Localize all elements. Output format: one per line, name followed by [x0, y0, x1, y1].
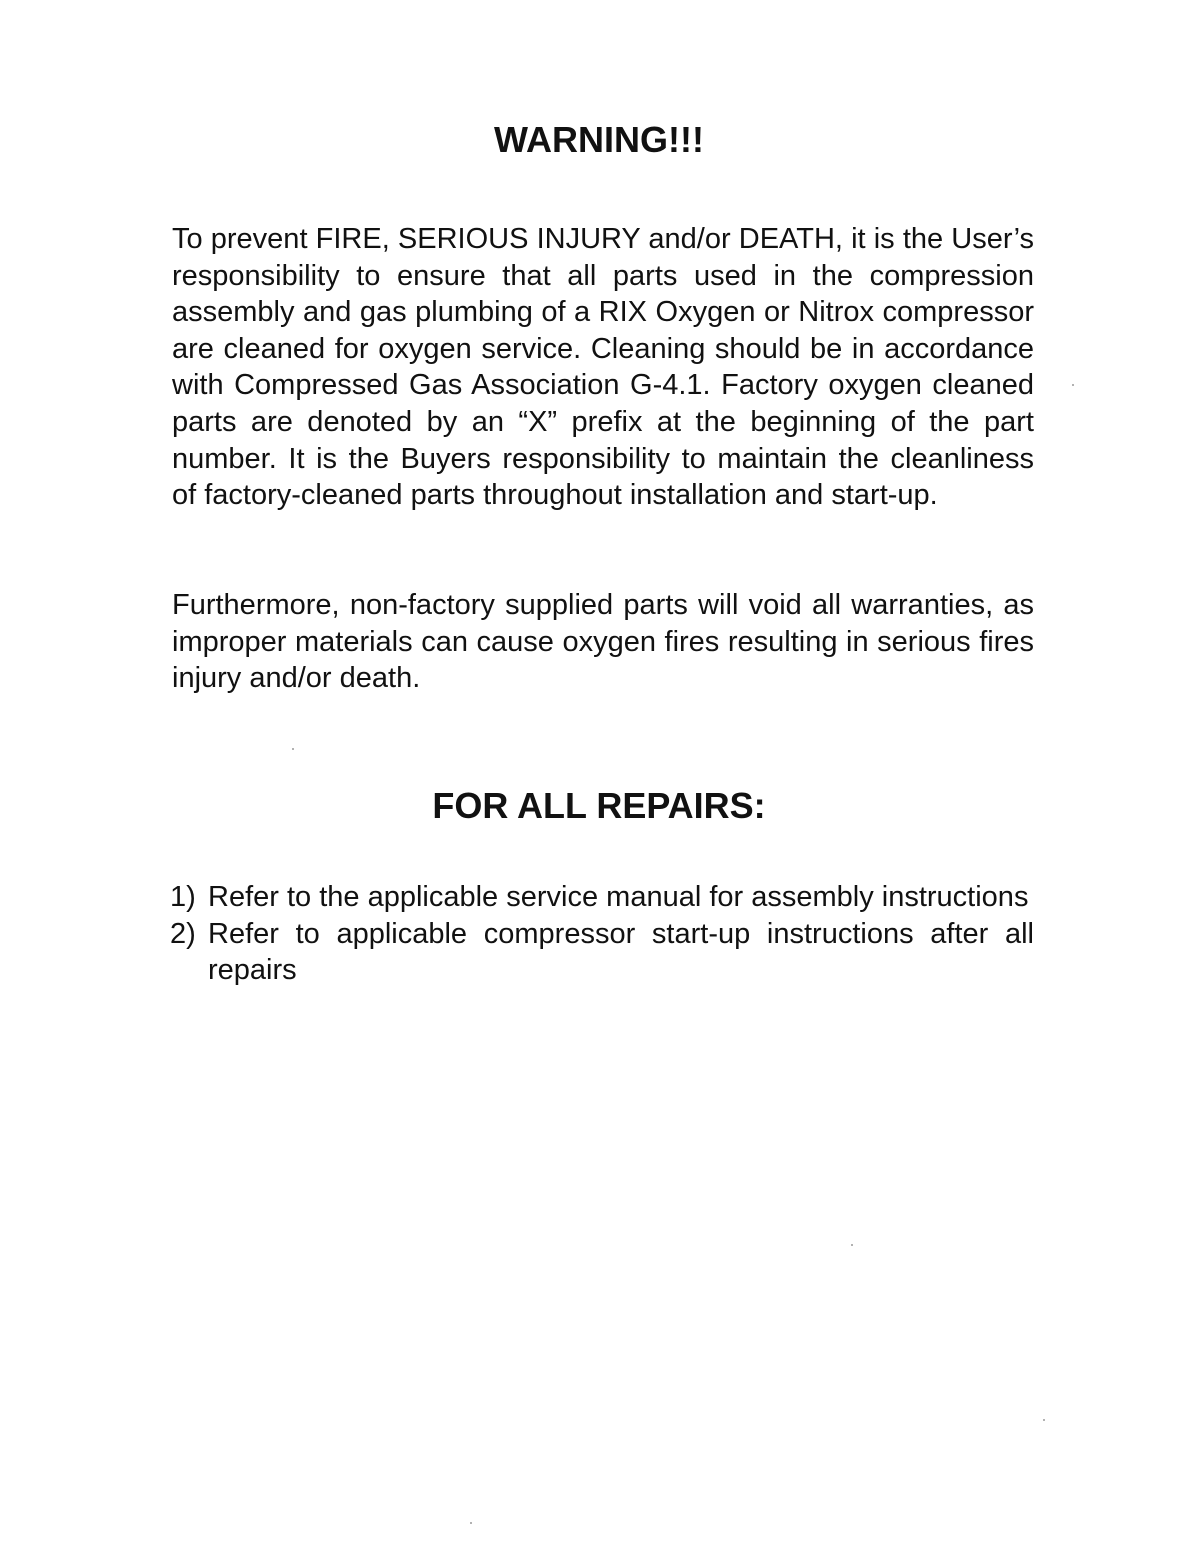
warning-heading: WARNING!!!: [494, 119, 704, 160]
scan-speck: [292, 748, 294, 750]
scan-speck: [470, 1522, 472, 1524]
repairs-heading: FOR ALL REPAIRS:: [432, 785, 766, 826]
scan-speck: [1043, 1419, 1045, 1421]
repairs-item-text: Refer to applicable compressor start-up instructions after all repairs: [208, 917, 1034, 987]
repairs-list-item: [172, 916, 1034, 989]
repairs-list-item: [172, 879, 1034, 916]
repairs-item-number: 2): [170, 917, 196, 950]
repairs-item-text: Refer to the applicable service manual for assembly instructions: [208, 881, 1029, 913]
warning-paragraph-oxygen-cleaning: To prevent FIRE, SERIOUS INJURY and/or DEATH, it is the User’s responsibility to ensure that all parts used in the compression assembly and gas plumbing of a RIX Oxygen or Nitrox compressor are cleaned for oxygen service. Cleaning should be in accordance with Compressed Gas Association G-4.1. Factory oxygen cleaned parts are denoted by an “X” prefix at the beginning of the part number. It is the Buyers responsibility to maintain the cleanliness of factory-cleaned parts throughout installation and start-up.: [172, 223, 1034, 512]
repairs-item-number: 1): [170, 881, 196, 913]
repairs-list: [172, 879, 1034, 989]
scan-speck: [851, 1244, 853, 1246]
warning-paragraph-warranty: Furthermore, non-factory supplied parts will void all warranties, as improper materials can cause oxygen fires resulting in serious fires injury and/or death.: [172, 589, 1034, 695]
scan-speck: [1072, 384, 1074, 386]
